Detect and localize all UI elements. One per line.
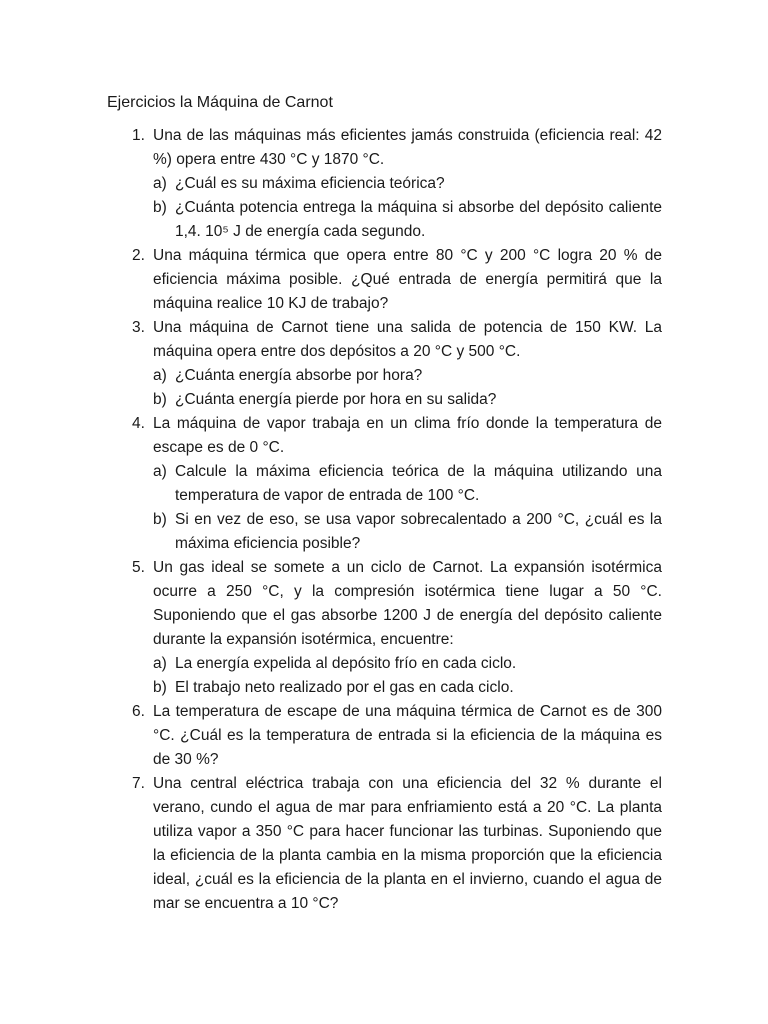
exercise-number: 1. bbox=[132, 127, 145, 144]
subquestion bbox=[153, 676, 662, 700]
exercise-text: Un gas ideal se somete a un ciclo de Carnot. La expansión isotérmica ocurre a 250 °C, y la compresión isotérmica tiene lugar a 50 °C. Suponiendo que el gas absorbe 1200 J de energía del depósito caliente durante la expansión isotérmica, encuentre: bbox=[153, 559, 662, 648]
subquestion bbox=[153, 172, 662, 196]
subquestion-label: a) bbox=[153, 367, 167, 384]
subquestion-list bbox=[153, 460, 662, 556]
exercise-3 bbox=[132, 316, 662, 412]
exercise-text: Una máquina de Carnot tiene una salida de potencia de 150 KW. La máquina opera entre dos depósitos a 20 °C y 500 °C. bbox=[153, 319, 662, 360]
subquestion-label: b) bbox=[153, 511, 167, 528]
subquestion-text: La energía expelida al depósito frío en cada ciclo. bbox=[175, 655, 517, 672]
exercise-2 bbox=[132, 244, 662, 316]
exercise-7 bbox=[132, 772, 662, 916]
exercise-number: 5. bbox=[132, 559, 145, 576]
subquestion-text: ¿Cuál es su máxima eficiencia teórica? bbox=[175, 175, 445, 192]
subquestion bbox=[153, 652, 662, 676]
subquestion-text: ¿Cuánta energía absorbe por hora? bbox=[175, 367, 423, 384]
exercise-number: 3. bbox=[132, 319, 145, 336]
subquestion-list bbox=[153, 172, 662, 244]
exercise-6 bbox=[132, 700, 662, 772]
exercise-1 bbox=[132, 124, 662, 244]
exercise-4 bbox=[132, 412, 662, 556]
subquestion-label: b) bbox=[153, 391, 167, 408]
exercise-list bbox=[132, 124, 662, 916]
subquestion-list bbox=[153, 652, 662, 700]
exercise-text: La máquina de vapor trabaja en un clima frío donde la temperatura de escape es de 0 °C. bbox=[153, 415, 662, 456]
document-title: Ejercicios la Máquina de Carnot bbox=[107, 94, 333, 111]
exercise-5 bbox=[132, 556, 662, 700]
subquestion bbox=[153, 364, 662, 388]
subquestion-text: ¿Cuánta energía pierde por hora en su salida? bbox=[175, 391, 497, 408]
exercise-number: 7. bbox=[132, 775, 145, 792]
subquestion-list bbox=[153, 364, 662, 412]
subquestion-label: a) bbox=[153, 655, 167, 672]
exercise-text: Una de las máquinas más eficientes jamás construida (eficiencia real: 42 %) opera entre 430 °C y 1870 °C. bbox=[153, 127, 662, 168]
exercise-number: 4. bbox=[132, 415, 145, 432]
subquestion bbox=[153, 388, 662, 412]
exercise-number: 6. bbox=[132, 703, 145, 720]
subquestion-label: b) bbox=[153, 679, 167, 696]
exercise-text: Una central eléctrica trabaja con una eficiencia del 32 % durante el verano, cundo el agua de mar para enfriamiento está a 20 °C. La planta utiliza vapor a 350 °C para hacer funcionar las turbinas. Suponiendo que la eficiencia de la planta cambia en la misma proporción que la eficiencia ideal, ¿cuál es la eficiencia de la planta en el invierno, cuando el agua de mar se encuentra a 10 °C? bbox=[153, 775, 662, 912]
subquestion-text: ¿Cuánta potencia entrega la máquina si absorbe del depósito caliente 1,4. 10⁵ J de energía cada segundo. bbox=[175, 199, 662, 240]
subquestion-text: Calcule la máxima eficiencia teórica de la máquina utilizando una temperatura de vapor de entrada de 100 °C. bbox=[175, 463, 662, 504]
exercise-text: La temperatura de escape de una máquina térmica de Carnot es de 300 °C. ¿Cuál es la temperatura de entrada si la eficiencia de la máquina es de 30 %? bbox=[153, 703, 662, 768]
subquestion bbox=[153, 460, 662, 508]
subquestion-label: a) bbox=[153, 463, 167, 480]
subquestion bbox=[153, 508, 662, 556]
subquestion-label: b) bbox=[153, 199, 167, 216]
subquestion-text: Si en vez de eso, se usa vapor sobrecalentado a 200 °C, ¿cuál es la máxima eficiencia posible? bbox=[175, 511, 662, 552]
subquestion bbox=[153, 196, 662, 244]
subquestion-label: a) bbox=[153, 175, 167, 192]
exercise-text: Una máquina térmica que opera entre 80 °C y 200 °C logra 20 % de eficiencia máxima posible. ¿Qué entrada de energía permitirá que la máquina realice 10 KJ de trabajo? bbox=[153, 247, 662, 312]
exercise-number: 2. bbox=[132, 247, 145, 264]
subquestion-text: El trabajo neto realizado por el gas en cada ciclo. bbox=[175, 679, 514, 696]
